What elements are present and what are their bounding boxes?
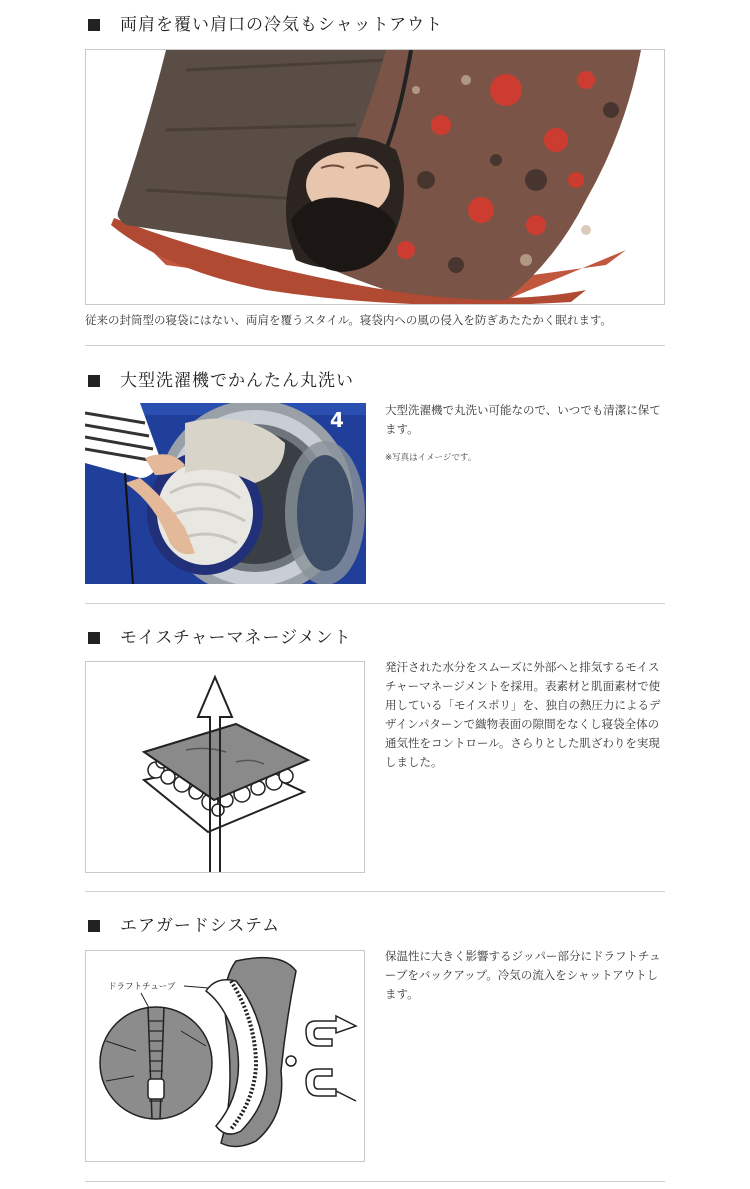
airguard-diagram bbox=[85, 950, 365, 1162]
section-title-airguard: エアガードシステム bbox=[88, 911, 280, 936]
divider bbox=[85, 1181, 665, 1182]
square-bullet-icon bbox=[88, 632, 100, 644]
shoulder-caption: 従来の封筒型の寝袋にはない、両肩を覆うスタイル。寝袋内への風の侵入を防ぎあたたかく眠れます。 bbox=[85, 313, 612, 327]
divider bbox=[85, 603, 665, 604]
square-bullet-icon bbox=[88, 375, 100, 387]
image-note: ※写真はイメージです。 bbox=[385, 453, 477, 463]
divider bbox=[85, 891, 665, 892]
moisture-diagram bbox=[85, 661, 365, 873]
square-bullet-icon bbox=[88, 920, 100, 932]
divider bbox=[85, 345, 665, 346]
section-title-washing: 大型洗濯機でかんたん丸洗い bbox=[88, 366, 354, 391]
washing-machine-photo bbox=[85, 403, 366, 584]
square-bullet-icon bbox=[88, 19, 100, 31]
airguard-caption: 保温性に大きく影響するジッパー部分にドラフトチューブをバックアップ。冷気の流入をシャットアウトします。 bbox=[385, 949, 661, 1001]
draft-tube-label: ドラフトチューブ bbox=[108, 982, 176, 992]
washing-caption: 大型洗濯機で丸洗い可能なので、いつでも清潔に保てます。 bbox=[385, 403, 661, 436]
sleeping-bag-photo bbox=[85, 49, 665, 305]
section-title-shoulder: 両肩を覆い肩口の冷気もシャットアウト bbox=[88, 10, 443, 35]
section-title-moisture: モイスチャーマネージメント bbox=[88, 623, 352, 648]
machine-number: 4 bbox=[330, 408, 344, 432]
moisture-caption: 発汗された水分をスムーズに外部へと排気するモイスチャーマネージメントを採用。表素材と肌面素材で使用している「モイスポリ」を、独自の熱圧力によるデザインパターンで織物表面の隙間をなくし寝袋全体の通気性をコントロール。さらりとした肌ざわりを実現しました。 bbox=[385, 660, 661, 769]
